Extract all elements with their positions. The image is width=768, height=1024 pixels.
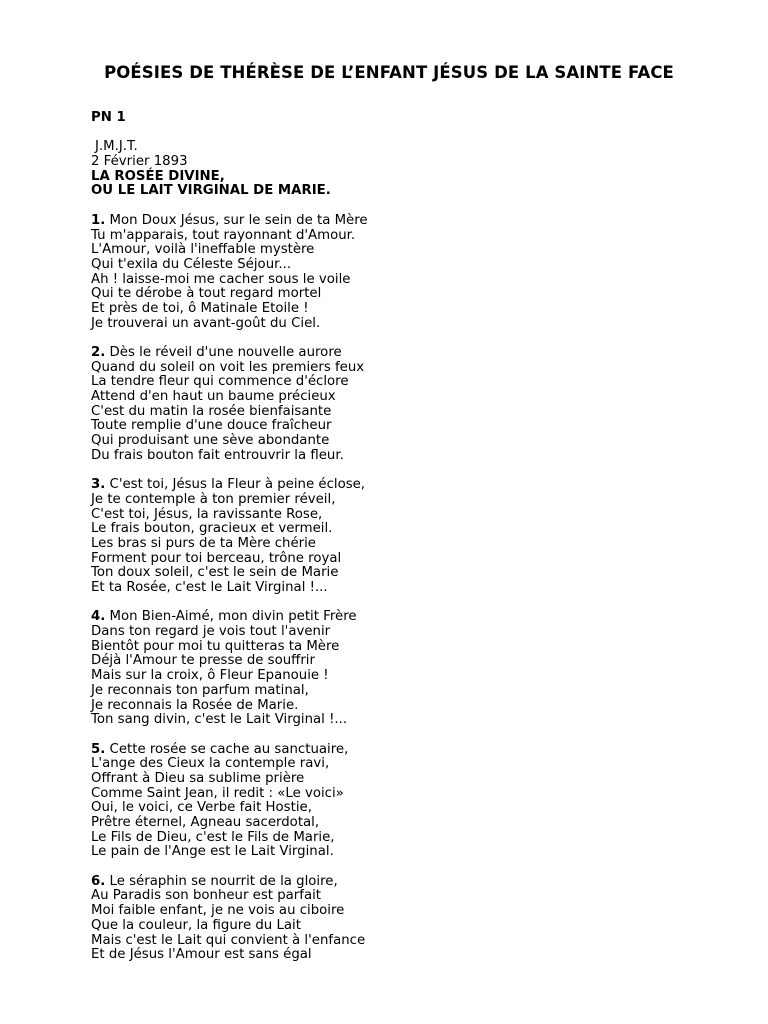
verse-line: Offrant à Dieu sa sublime prière	[91, 770, 305, 786]
verse-line: Forment pour toi berceau, trône royal	[91, 550, 342, 566]
verse-line: Comme Saint Jean, il redit : «Le voici»	[91, 785, 344, 801]
verse-line: Et près de toi, ô Matinale Etoile !	[91, 300, 309, 316]
verse-line: Dès le réveil d'une nouvelle aurore	[109, 345, 342, 360]
poem-body	[91, 111, 711, 963]
verse-line: Qui t'exila du Céleste Séjour...	[91, 256, 292, 272]
poem-title-line: LA ROSÉE DIVINE,	[91, 168, 225, 184]
stanza-gap	[91, 728, 711, 743]
verse-line: Je reconnais ton parfum matinal,	[91, 682, 309, 698]
verse-line: Bientôt pour moi tu quitteras ta Mère	[91, 638, 340, 654]
verse-line: La tendre fleur qui commence d'éclore	[91, 374, 349, 390]
verse-line: L'Amour, voilà l'ineffable mystère	[91, 242, 315, 258]
verse-line: Déjà l'Amour te presse de souffrir	[91, 653, 315, 669]
verse-line: L'ange des Cieux la contemple ravi,	[91, 756, 330, 772]
stanza-number: 3.	[91, 477, 106, 493]
verse-line: Mais c'est le Lait qui convient à l'enfance	[91, 932, 366, 948]
stanza-gap	[91, 331, 711, 346]
verse-line: Le frais bouton, gracieux et vermeil.	[91, 521, 333, 537]
header-date: 2 Février 1893	[91, 154, 188, 170]
verse-line: Le pain de l'Ange est le Lait Virginal.	[91, 844, 334, 860]
verse-line: Moi faible enfant, je ne vois au ciboire	[91, 903, 345, 919]
verse-line: Mon Doux Jésus, sur le sein de ta Mère	[109, 212, 368, 228]
verse-line: Les bras si purs de ta Mère chérie	[91, 535, 316, 551]
verse-line: Cette rosée se cache au sanctuaire,	[109, 741, 349, 757]
verse-line: C'est du matin la rosée bienfaisante	[91, 403, 332, 419]
verse-line: Que la couleur, la figure du Lait	[91, 917, 301, 933]
stanza-number: 2.	[91, 345, 106, 360]
verse-line: Et ta Rosée, c'est le Lait Virginal !...	[91, 580, 328, 595]
verse-line: Quand du soleil on voit les premiers feux	[91, 359, 365, 375]
verse-line: Je te contemple à ton premier réveil,	[91, 491, 336, 507]
stanza-1-line-1	[91, 214, 711, 229]
verse-line: Et de Jésus l'Amour est sans égal	[91, 947, 312, 963]
verse-line: C'est toi, Jésus, la ravissante Rose,	[91, 506, 323, 522]
verse-line: Ah ! laisse-moi me cacher sous le voile	[91, 271, 351, 287]
stanza-gap	[91, 199, 711, 214]
verse-line: Toute remplie d'une douce fraîcheur	[91, 418, 332, 434]
verse-line: Mon Bien-Aimé, mon divin petit Frère	[109, 609, 357, 625]
stanza-5-line-1	[91, 743, 711, 758]
verse-line: Prêtre éternel, Agneau sacerdotal,	[91, 815, 320, 830]
verse-line: Ton sang divin, c'est le Lait Virginal !...	[91, 712, 348, 728]
header-line: J.M.J.T.	[95, 139, 138, 155]
poem-subtitle-line: OU LE LAIT VIRGINAL DE MARIE.	[91, 183, 331, 199]
verse-line: C'est toi, Jésus la Fleur à peine éclose,	[109, 477, 366, 493]
poem-number-label: PN 1	[91, 110, 126, 125]
verse-line: Tu m'apparais, tout rayonnant d'Amour.	[91, 227, 356, 243]
document-title: POÉSIES DE THÉRÈSE DE L’ENFANT JÉSUS DE LA SAINTE FACE	[104, 63, 674, 82]
verse-line: Je trouverai un avant-goût du Ciel.	[91, 315, 321, 331]
stanza-number: 1.	[91, 212, 106, 228]
verse-line: Le Fils de Dieu, c'est le Fils de Marie,	[91, 829, 335, 845]
verse-line: Ton doux soleil, c'est le sein de Marie	[91, 565, 339, 581]
verse-line: Qui te dérobe à tout regard mortel	[91, 286, 322, 302]
stanza-3-line-1	[91, 478, 711, 493]
verse-line: Oui, le voici, ce Verbe fait Hostie,	[91, 800, 312, 816]
stanza-gap	[91, 464, 711, 479]
stanza-number: 4.	[91, 609, 106, 625]
verse-line: Attend d'en haut un baume précieux	[91, 389, 336, 405]
stanza-4-line-1	[91, 610, 711, 625]
verse-line: Dans ton regard je vois tout l'avenir	[91, 624, 331, 640]
stanza-number: 5.	[91, 741, 106, 757]
verse-line: Je reconnais la Rosée de Marie.	[91, 697, 299, 713]
stanza-6-line-1	[91, 875, 711, 890]
verse-line: Le séraphin se nourrit de la gloire,	[109, 873, 338, 889]
stanza-number: 6.	[91, 873, 106, 889]
verse-line: Du frais bouton fait entrouvrir la fleur.	[91, 447, 344, 463]
verse-line: Au Paradis son bonheur est parfait	[91, 888, 322, 904]
stanza-gap	[91, 860, 711, 875]
verse-line: Qui produisant une sève abondante	[91, 433, 330, 449]
stanza-2-line-1	[91, 346, 711, 361]
verse-line: Mais sur la croix, ô Fleur Epanouie !	[91, 668, 329, 684]
